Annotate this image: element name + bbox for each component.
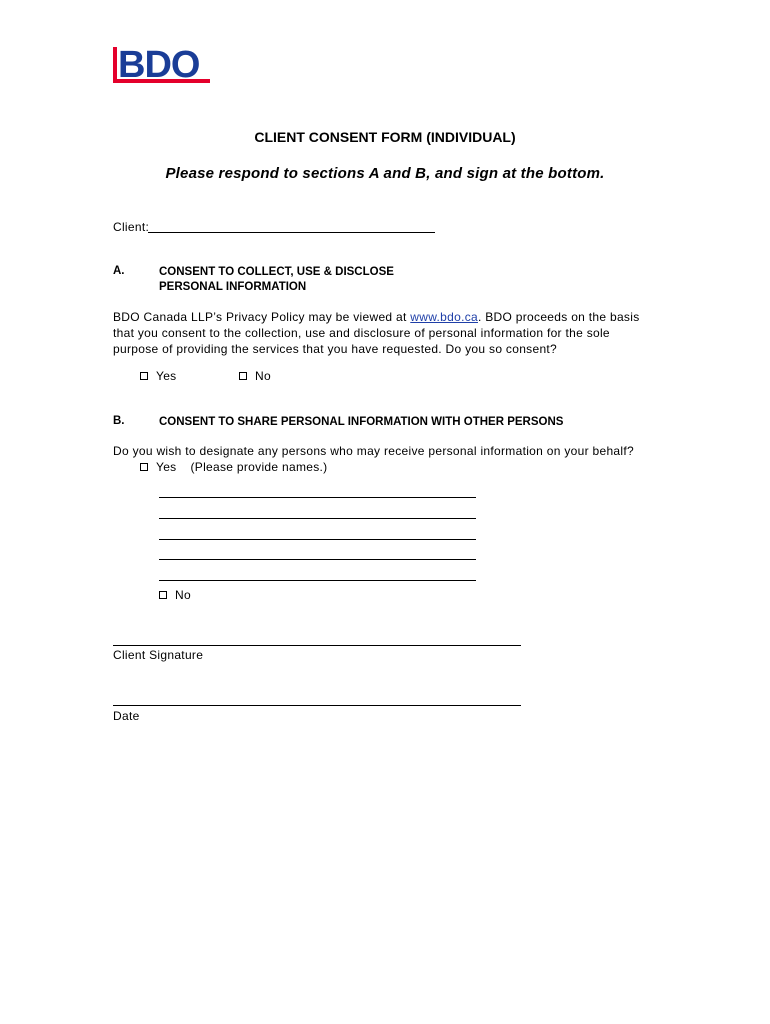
designate-no-label: No <box>175 588 191 602</box>
bdo-logo <box>112 42 212 88</box>
section-b-heading: CONSENT TO SHARE PERSONAL INFORMATION WITH OTHER PERSONS <box>159 416 564 428</box>
consent-no-option[interactable] <box>239 369 271 383</box>
designee-name-field[interactable] <box>159 580 476 581</box>
date-field[interactable] <box>113 705 521 706</box>
checkbox-icon[interactable] <box>140 372 148 380</box>
designee-name-field[interactable] <box>159 559 476 560</box>
section-a-letter: A. <box>113 265 125 277</box>
bdo-website-link[interactable]: www.bdo.ca <box>410 310 478 324</box>
consent-yes-label: Yes <box>156 369 177 383</box>
designee-name-field[interactable] <box>159 539 476 540</box>
privacy-text-start: BDO Canada LLP’s Privacy Policy may be viewed at <box>113 310 411 324</box>
privacy-paragraph <box>113 309 653 357</box>
section-a-heading <box>159 265 394 295</box>
consent-no-label: No <box>255 369 271 383</box>
form-title: CLIENT CONSENT FORM (INDIVIDUAL) <box>254 129 516 145</box>
checkbox-icon[interactable] <box>140 463 148 471</box>
signature-label: Client Signature <box>113 648 204 662</box>
designee-name-field[interactable] <box>159 497 476 498</box>
signature-field[interactable] <box>113 645 521 646</box>
section-b-letter: B. <box>113 415 125 427</box>
privacy-text-end: . BDO proceeds on the basis that you consent to the collection, use and disclosure of personal information for the sole purpose of providing the services that you have requested. Do you so consent? <box>113 310 640 356</box>
date-label: Date <box>113 709 140 723</box>
section-a-heading-line1: CONSENT TO COLLECT, USE & DISCLOSE <box>159 266 394 278</box>
section-a-heading-line2: PERSONAL INFORMATION <box>159 281 307 293</box>
designate-yes-option[interactable] <box>140 460 327 474</box>
svg-text:BDO: BDO <box>118 44 200 86</box>
designee-name-field[interactable] <box>159 518 476 519</box>
consent-yes-option[interactable] <box>140 369 176 383</box>
checkbox-icon[interactable] <box>159 591 167 599</box>
bdo-logo-graphic <box>112 42 212 88</box>
designate-yes-label: Yes <box>156 460 177 474</box>
checkbox-icon[interactable] <box>239 372 247 380</box>
client-name-field[interactable] <box>148 232 435 233</box>
designate-question: Do you wish to designate any persons who may receive personal information on your behalf? <box>113 444 634 458</box>
client-label: Client: <box>113 220 150 234</box>
designate-no-option[interactable] <box>159 588 191 602</box>
designate-yes-note: (Please provide names.) <box>190 460 328 474</box>
form-instructions: Please respond to sections A and B, and sign at the bottom. <box>165 165 605 182</box>
